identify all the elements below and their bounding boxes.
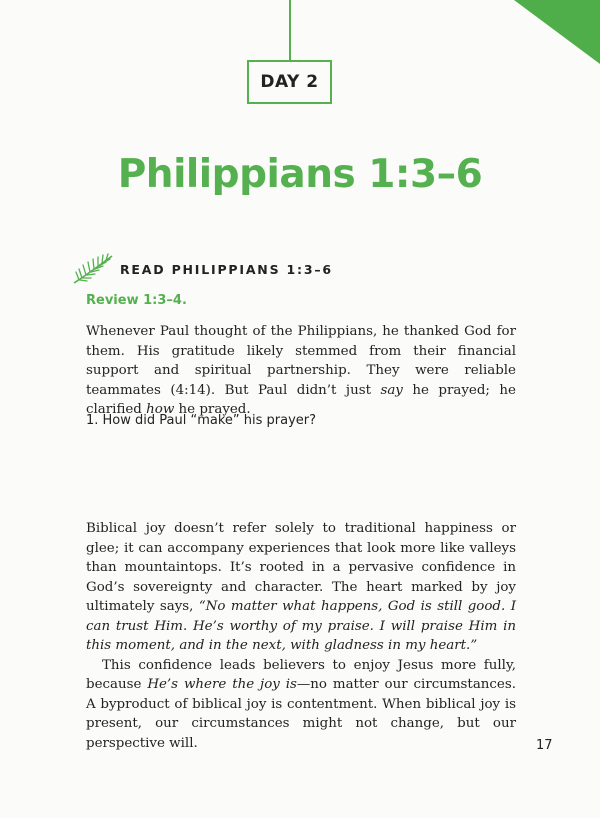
palm-leaf-icon	[72, 252, 116, 286]
paragraph-intro: Whenever Paul thought of the Philippians, he thanked God for them. His gratitude likely stemmed from their financial support and spiritual partnership. They were reliable teammates (4:14). But Paul didn’t just say he prayed; he clarified how he prayed.	[86, 324, 516, 417]
page-number: 17	[536, 738, 553, 753]
read-label: READ PHILIPPIANS 1:3–6	[120, 261, 333, 277]
page-title: Philippians 1:3–6	[117, 152, 483, 197]
corner-triangle	[514, 0, 600, 64]
question-1: 1. How did Paul “make” his prayer?	[86, 413, 317, 428]
read-heading	[72, 252, 333, 286]
paragraph-joy: Biblical joy doesn’t refer solely to traditional happiness or glee; it can accompany experiences that look more like valleys than mountaintops. It’s rooted in a pervasive confidence in God’s sovereignty and character. The heart marked by joy ultimately says, “No matter what happens, God is still good. I can trust Him. He’s worthy of my praise. I will praise Him in this moment, and in the next, with gladness in my heart.” This confidence leads believers to enjoy Jesus more fully, because He’s where the joy is—no matter our circumstances. A byproduct of biblical joy is contentment. When biblical joy is present, our circumstances might not change, but our perspective will.	[86, 521, 516, 751]
day-label: DAY 2	[247, 60, 332, 104]
connector-line	[289, 0, 291, 60]
review-label: Review 1:3–4.	[86, 293, 187, 308]
